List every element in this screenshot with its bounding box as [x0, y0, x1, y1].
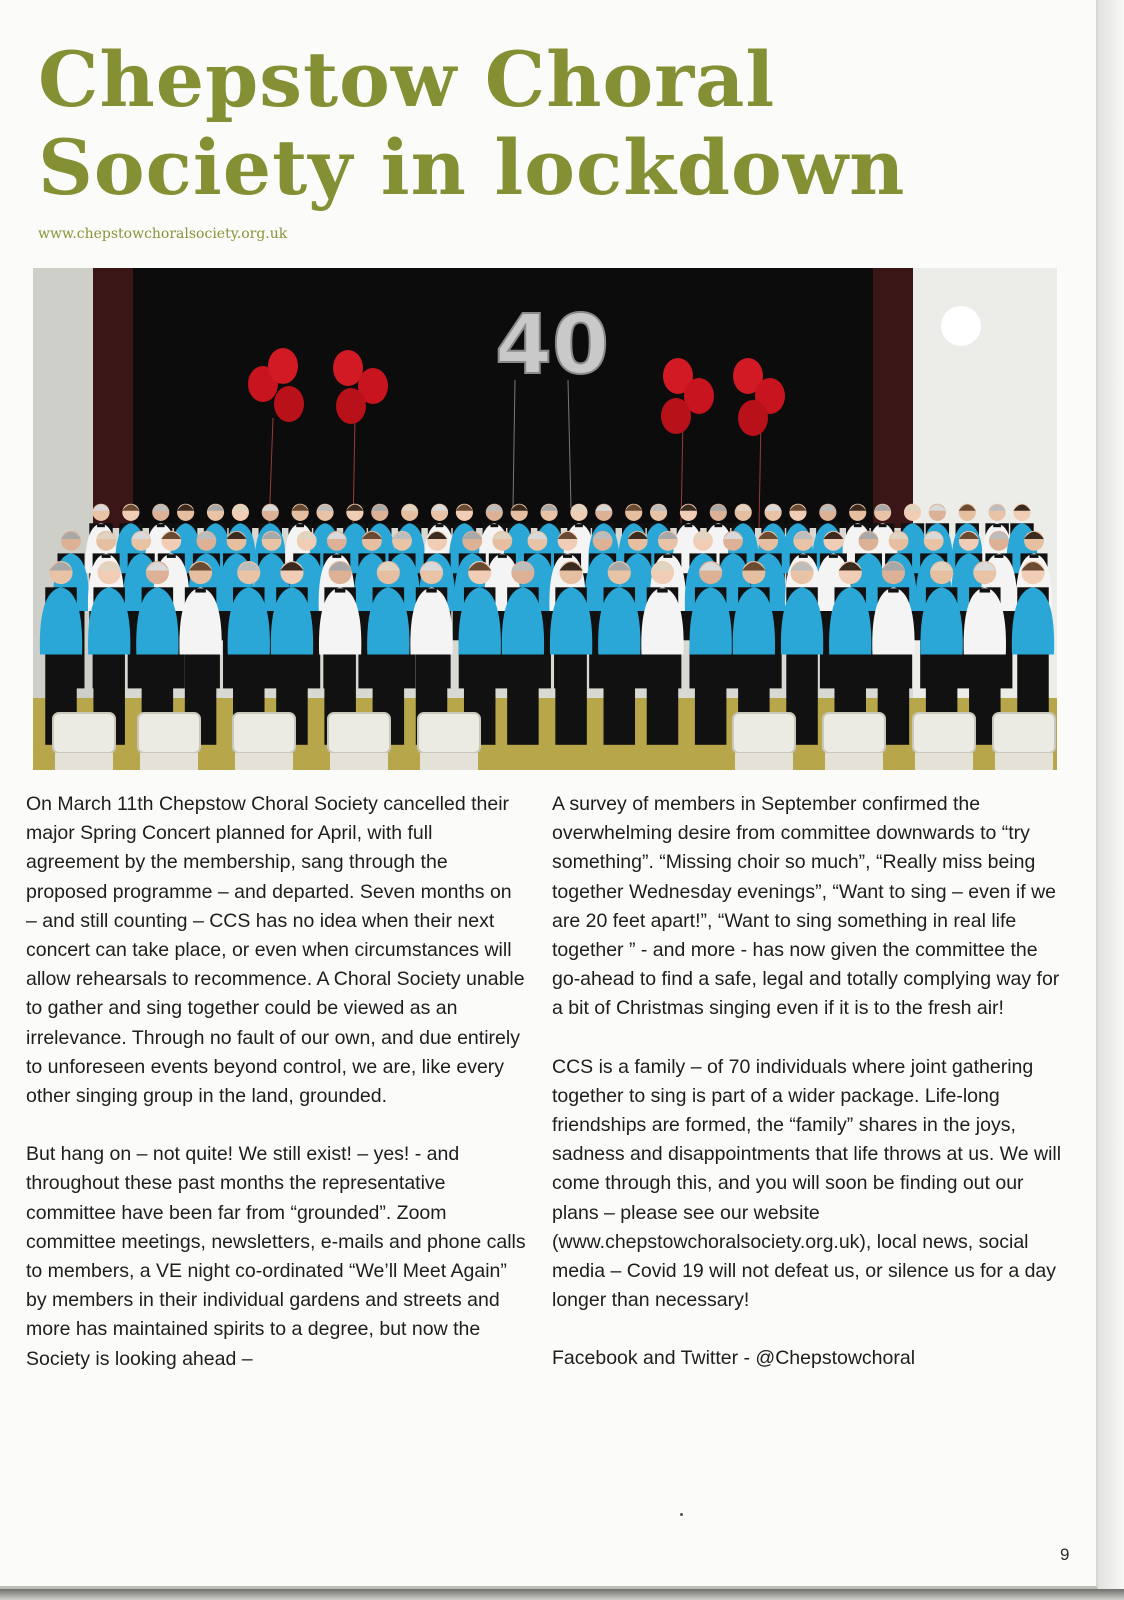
audience-chair: [233, 713, 295, 770]
print-speck: [680, 1513, 683, 1516]
choir-member: [598, 561, 640, 745]
audience-chair: [993, 713, 1055, 770]
title-line-1: Chepstow Choral: [38, 35, 776, 124]
article-column-right: [552, 790, 1062, 1403]
choir-member: [550, 561, 592, 745]
audience-chair: [418, 713, 480, 770]
audience-chair: [913, 713, 975, 770]
page-number: 9: [1060, 1545, 1070, 1564]
balloon-number-40: 40: [495, 298, 610, 393]
page-edge-shadow: [1098, 0, 1124, 1600]
choir-member: [502, 561, 544, 745]
curtain-right-edge: [873, 268, 913, 528]
audience-chair: [53, 713, 115, 770]
article-column-left: [26, 790, 526, 1403]
scan-bottom-edge: [0, 1589, 1124, 1600]
article-paragraph: On March 11th Chepstow Choral Society cancelled their major Spring Concert planned for April, with full agreement by the membership, sang through the proposed programme – and departed. Seven months on – and still counting – CCS has no idea when their next concert can take place, or even when circumstances will allow rehearsals to recommence. A Choral Society unable to gather and sing together could be viewed as an irrelevance. Through no fault of our own, and due entirely to unforeseen events beyond control, we are, like every other singing group in the land, grounded.: [26, 793, 525, 1108]
choir-photo: [33, 268, 1057, 770]
social-media-line: Facebook and Twitter - @Chepstowchoral: [552, 1347, 916, 1370]
choir-photo-illustration: [33, 268, 1057, 770]
article-title: [38, 36, 905, 212]
article-paragraph: A survey of members in September confirmed the overwhelming desire from committee downwards to “try something”. “Missing choir so much”, “Really miss being together Wednesday evenings”, “Want to sing – even if we are 20 feet apart!”, “Want to sing something in real life together ” - and more - has now given the committee the go-ahead to find a safe, legal and totally complying way for a bit of Christmas singing even if it is to the fresh air!: [552, 793, 1060, 1020]
choir-member: [689, 561, 731, 745]
audience-chair: [328, 713, 390, 770]
wall-light: [941, 306, 981, 346]
article-paragraph: But hang on – not quite! We still exist! – yes! - and throughout these past months the representative committee have been far from “grounded”. Zoom committee meetings, newsletters, e-mails and phone calls to members, a VE night co-ordinated “We’ll Meet Again” by members in their individual gardens and streets and more has maintained spirits to a degree, but now the Society is looking ahead –: [26, 1143, 526, 1370]
choir-member: [641, 561, 683, 745]
website-link[interactable]: www.chepstowchoralsociety.org.uk: [38, 226, 288, 242]
audience-chair: [138, 713, 200, 770]
article-paragraph: CCS is a family – of 70 individuals where joint gathering together to sing is part of a wider package. Life-long friendships are formed, the “family” shares in the joys, sadness and disappointments that life throws at us. We will come through this, and you will soon be finding out our plans – please see our website (www.chepstowchoralsociety.org.uk), local news, social media – Covid 19 will not defeat us, or silence us for a day longer than necessary!: [552, 1055, 1062, 1312]
curtain-left-edge: [93, 268, 133, 528]
audience-chair: [823, 713, 885, 770]
audience-chair: [733, 713, 795, 770]
title-line-2: Society in lockdown: [38, 123, 906, 212]
